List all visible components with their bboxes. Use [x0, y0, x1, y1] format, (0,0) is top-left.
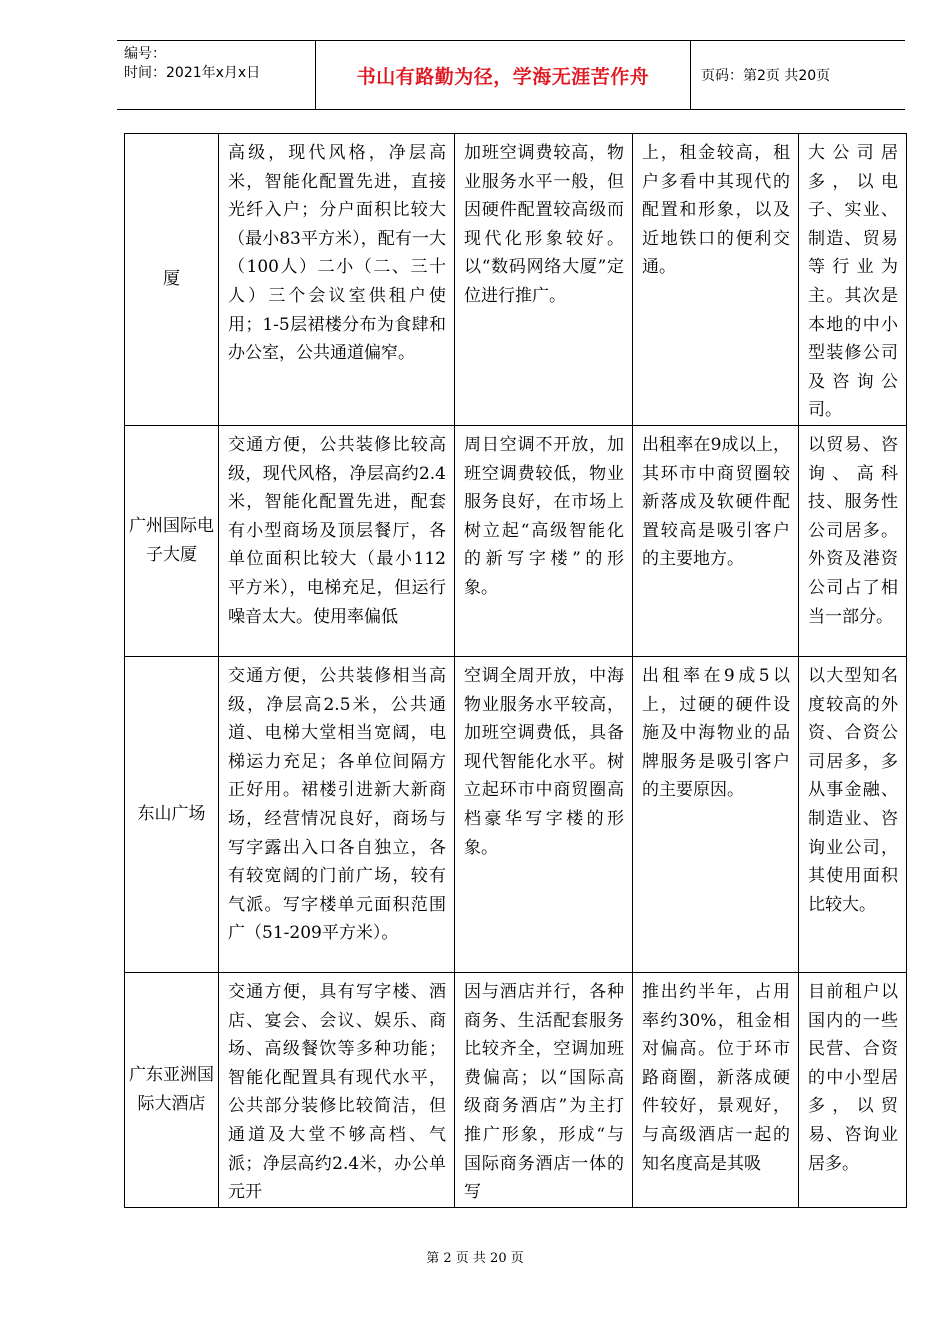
tenant-profile: 以贸易、咨询、高科技、服务性公司居多。外资及港资公司占了相当一部分。 — [799, 425, 907, 656]
hardware-features: 交通方便，公共装修比较高级，现代风格，净层高约2.4米，智能化配置先进，配套有小型商场及顶层餐厅，各单位面积比较大（最小112平方米），电梯充足，但运行噪音太大。使用率偏低 — [219, 425, 455, 656]
building-name: 厦 — [125, 134, 219, 426]
table-row — [125, 425, 907, 656]
tenant-profile: 大公司居多，以电子、实业、制造、贸易等行业为主。其次是本地的中小型装修公司及咨询公司。 — [799, 134, 907, 426]
building-name: 东山广场 — [125, 656, 219, 972]
header-meta — [117, 41, 316, 109]
service-positioning: 加班空调费较高，物业服务水平一般，但因硬件配置较高级而现代化形象较好。以“数码网络大厦”定位进行推广。 — [455, 134, 633, 426]
page-footer: 第 2 页 共 20 页 — [426, 1251, 524, 1266]
page-header — [117, 40, 905, 110]
hardware-features: 高级，现代风格，净层高米，智能化配置先进，直接光纤入户；分户面积比较大（最小83平方米），配有一大（100人）二小（二、三十人）三个会议室供租户使用；1-5层裙楼分布为食肆和办公室，公共通道偏窄。 — [219, 134, 455, 426]
occupancy-summary: 上，租金较高，租户多看中其现代的配置和形象，以及近地铁口的便利交通。 — [633, 134, 799, 426]
header-page-info: 页码：第2页 共20页 — [701, 68, 831, 84]
hardware-features: 交通方便，具有写字楼、酒店、宴会、会议、娱乐、商场、高级餐饮等多种功能；智能化配置具有现代水平，公共部分装修比较简洁，但通道及大堂不够高档、气派；净层高约2.4米，办公单元开 — [219, 972, 455, 1207]
document-time-label: 时间：2021年x月x日 — [124, 65, 261, 81]
service-positioning: 因与酒店并行，各种商务、生活配套服务比较齐全，空调加班费偏高；以“国际高级商务酒店”为主打推广形象，形成“与国际商务酒店一体的写 — [455, 972, 633, 1207]
document-number-label: 编号： — [124, 46, 166, 62]
hardware-features: 交通方便，公共装修相当高级，净层高2.5米，公共通道、电梯大堂相当宽阔，电梯运力充足；各单位间隔方正好用。裙楼引进新大新商场，经营情况良好，商场与写字露出入口各自独立，各有较宽阔的门前广场，较有气派。写字楼单元面积范围广（51-209平方米）。 — [219, 656, 455, 972]
table-row — [125, 656, 907, 972]
tenant-profile: 以大型知名度较高的外资、合资公司居多，多从事金融、制造业、咨询业公司，其使用面积比较大。 — [799, 656, 907, 972]
header-motto: 书山有路勤为径，学海无涯苦作舟 — [316, 41, 691, 109]
occupancy-summary: 推出约半年，占用率约30%，租金相对偏高。位于环市路商圈，新落成硬件较好，景观好，与高级酒店一起的知名度高是其吸 — [633, 972, 799, 1207]
building-name: 广东亚洲国际大酒店 — [125, 972, 219, 1207]
occupancy-summary: 出租率在9成以上，其环市中商贸圈较新落成及软硬件配置较高是吸引客户的主要地方。 — [633, 425, 799, 656]
service-positioning: 周日空调不开放，加班空调费较低，物业服务良好，在市场上树立起“高级智能化的新写字楼”的形象。 — [455, 425, 633, 656]
building-name: 广州国际电子大厦 — [125, 425, 219, 656]
tenant-profile: 目前租户以国内的一些民营、合资的中小型居多，以贸易、咨询业居多。 — [799, 972, 907, 1207]
occupancy-summary: 出租率在9成5以上，过硬的硬件设施及中海物业的品牌服务是吸引客户的主要原因。 — [633, 656, 799, 972]
table-row — [125, 134, 907, 426]
service-positioning: 空调全周开放，中海物业服务水平较高，加班空调费低，具备现代智能化水平。树立起环市中商贸圈高档豪华写字楼的形象。 — [455, 656, 633, 972]
comparison-table — [124, 133, 907, 1208]
table-row — [125, 972, 907, 1207]
